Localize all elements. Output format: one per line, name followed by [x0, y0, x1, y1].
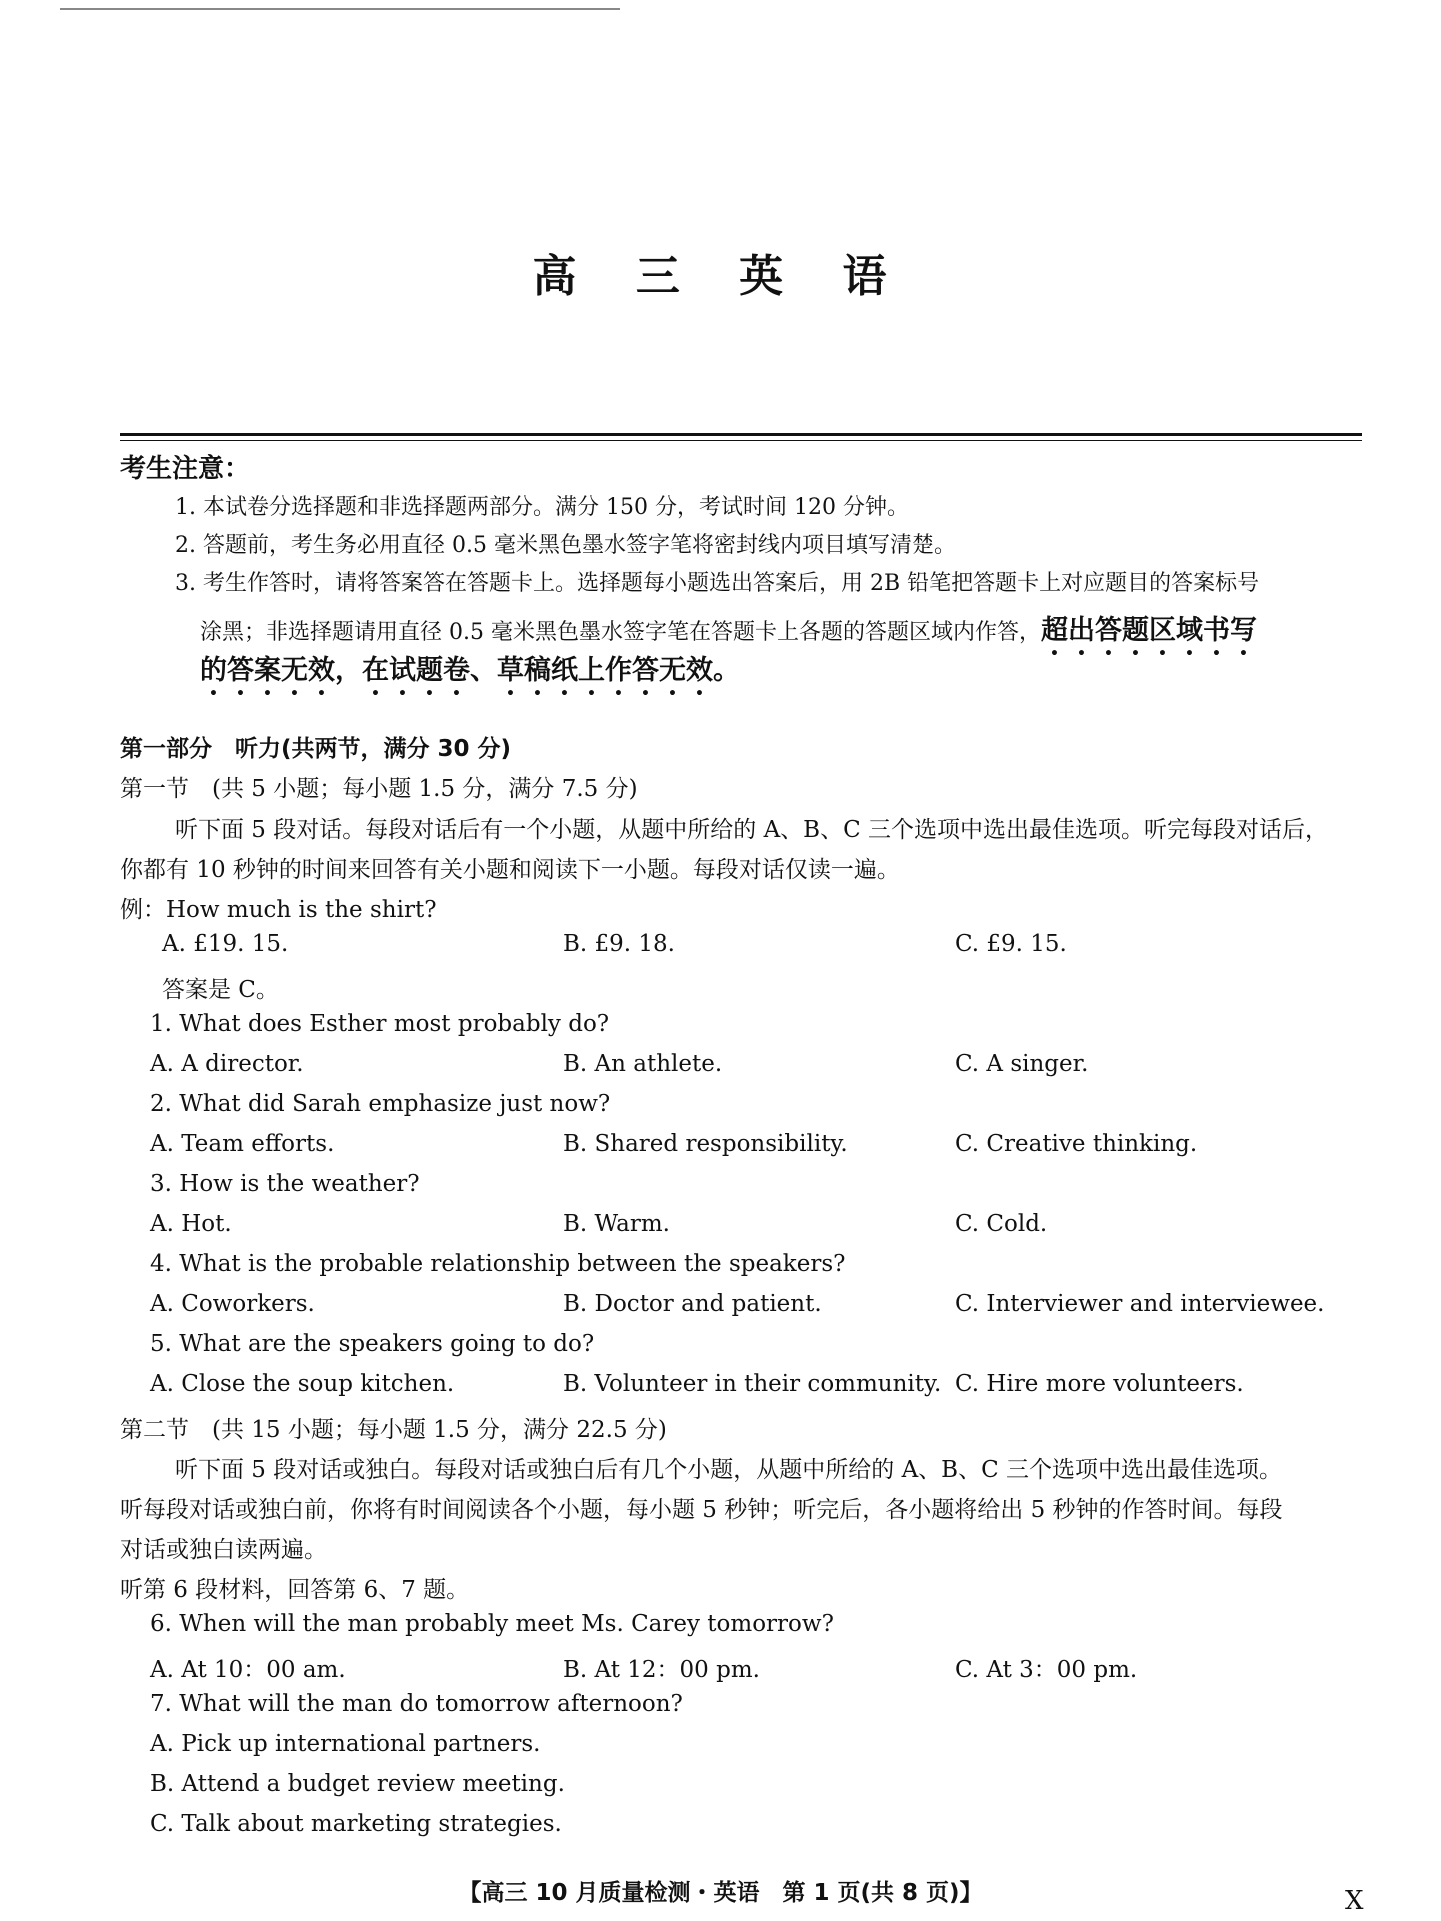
- example-answer: 答案是 C。: [162, 977, 279, 1003]
- section2-instructions-line3: 对话或独白读两遍。: [120, 1537, 327, 1563]
- notice-item-3-line3: [200, 648, 740, 702]
- example-option-c: C. £9. 15.: [955, 931, 1067, 957]
- notice-heading: 考生注意：: [120, 454, 251, 484]
- q1-option-b: B. An athlete.: [563, 1051, 723, 1077]
- q1-option-a: A. A director.: [150, 1051, 304, 1077]
- example-option-b: B. £9. 18.: [563, 931, 675, 957]
- section2-heading: 第二节 (共 15 小题；每小题 1.5 分，满分 22.5 分): [120, 1417, 667, 1443]
- q2-option-c: C. Creative thinking.: [955, 1131, 1198, 1157]
- q5-option-b: B. Volunteer in their community.: [563, 1371, 942, 1397]
- q6-option-c: C. At 3：00 pm.: [955, 1657, 1138, 1683]
- q5-option-a: A. Close the soup kitchen.: [150, 1371, 455, 1397]
- q4-option-b: B. Doctor and patient.: [563, 1291, 822, 1317]
- notice-item-3-plain: 涂黑；非选择题请用直径 0.5 毫米黑色墨水签字笔在答题卡上各题的答题区域内作答，: [200, 620, 1041, 645]
- notice-item-2: 2. 答题前，考生务必用直径 0.5 毫米黑色墨水签字笔将密封线内项目填写清楚。: [175, 533, 956, 558]
- question-7: 7. What will the man do tomorrow afternoon?: [150, 1691, 683, 1717]
- header-rule-thin: [120, 440, 1362, 441]
- question-1: 1. What does Esther most probably do?: [150, 1011, 610, 1037]
- q4-option-a: A. Coworkers.: [150, 1291, 315, 1317]
- q3-option-b: B. Warm.: [563, 1211, 670, 1237]
- q4-option-c: C. Interviewer and interviewee.: [955, 1291, 1325, 1317]
- question-6: 6. When will the man probably meet Ms. Carey tomorrow?: [150, 1611, 834, 1637]
- material-6-instruction: 听第 6 段材料，回答第 6、7 题。: [120, 1577, 470, 1603]
- q1-option-c: C. A singer.: [955, 1051, 1089, 1077]
- notice-item-1: 1. 本试卷分选择题和非选择题两部分。满分 150 分，考试时间 120 分钟。: [175, 495, 909, 520]
- q7-option-c: C. Talk about marketing strategies.: [150, 1811, 562, 1837]
- section1-instructions-line2: 你都有 10 秒钟的时间来回答有关小题和阅读下一小题。每段对话仅读一遍。: [120, 857, 900, 883]
- q2-option-b: B. Shared responsibility.: [563, 1131, 848, 1157]
- q3-option-a: A. Hot.: [150, 1211, 232, 1237]
- page-title: 高 三 英 语: [532, 251, 909, 302]
- notice-item-3-line1: 3. 考生作答时，请将答案答在答题卡上。选择题每小题选出答案后，用 2B 铅笔把答题卡上对应题目的答案标号: [175, 571, 1260, 596]
- example-question: 例：How much is the shirt?: [120, 897, 437, 923]
- question-2: 2. What did Sarah emphasize just now?: [150, 1091, 611, 1117]
- section1-instructions-line1: 听下面 5 段对话。每段对话后有一个小题，从题中所给的 A、B、C 三个选项中选出最佳选项。听完每段对话后，: [175, 817, 1328, 843]
- part1-heading: 第一部分 听力(共两节，满分 30 分): [120, 736, 512, 762]
- q6-option-b: B. At 12：00 pm.: [563, 1657, 760, 1683]
- corner-mark: X: [1345, 1886, 1364, 1916]
- q2-option-a: A. Team efforts.: [150, 1131, 335, 1157]
- notice-emphasis-1: 超出答题区域书写: [1040, 615, 1257, 646]
- section2-instructions-line2: 听每段对话或独白前，你将有时间阅读各个小题，每小题 5 秒钟；听完后，各小题将给出 5 秒钟的作答时间。每段: [120, 1497, 1283, 1523]
- question-4: 4. What is the probable relationship between the speakers?: [150, 1251, 846, 1277]
- q6-option-a: A. At 10：00 am.: [150, 1657, 346, 1683]
- question-3: 3. How is the weather?: [150, 1171, 420, 1197]
- q7-option-a: A. Pick up international partners.: [150, 1731, 541, 1757]
- section1-heading: 第一节 (共 5 小题；每小题 1.5 分，满分 7.5 分): [120, 776, 638, 802]
- q7-option-b: B. Attend a budget review meeting.: [150, 1771, 565, 1797]
- question-5: 5. What are the speakers going to do?: [150, 1331, 595, 1357]
- notice-emphasis-2: 的答案无效，在试题卷、草稿纸上作答无效。: [200, 655, 740, 686]
- header-rule-thick: [120, 433, 1362, 436]
- example-option-a: A. £19. 15.: [162, 931, 289, 957]
- page-footer: 【高三 10 月质量检测・英语 第 1 页(共 8 页)】: [458, 1880, 983, 1906]
- top-rule: [60, 8, 620, 10]
- q5-option-c: C. Hire more volunteers.: [955, 1371, 1244, 1397]
- section2-instructions-line1: 听下面 5 段对话或独白。每段对话或独白后有几个小题，从题中所给的 A、B、C 三个选项中选出最佳选项。: [175, 1457, 1282, 1483]
- q3-option-c: C. Cold.: [955, 1211, 1048, 1237]
